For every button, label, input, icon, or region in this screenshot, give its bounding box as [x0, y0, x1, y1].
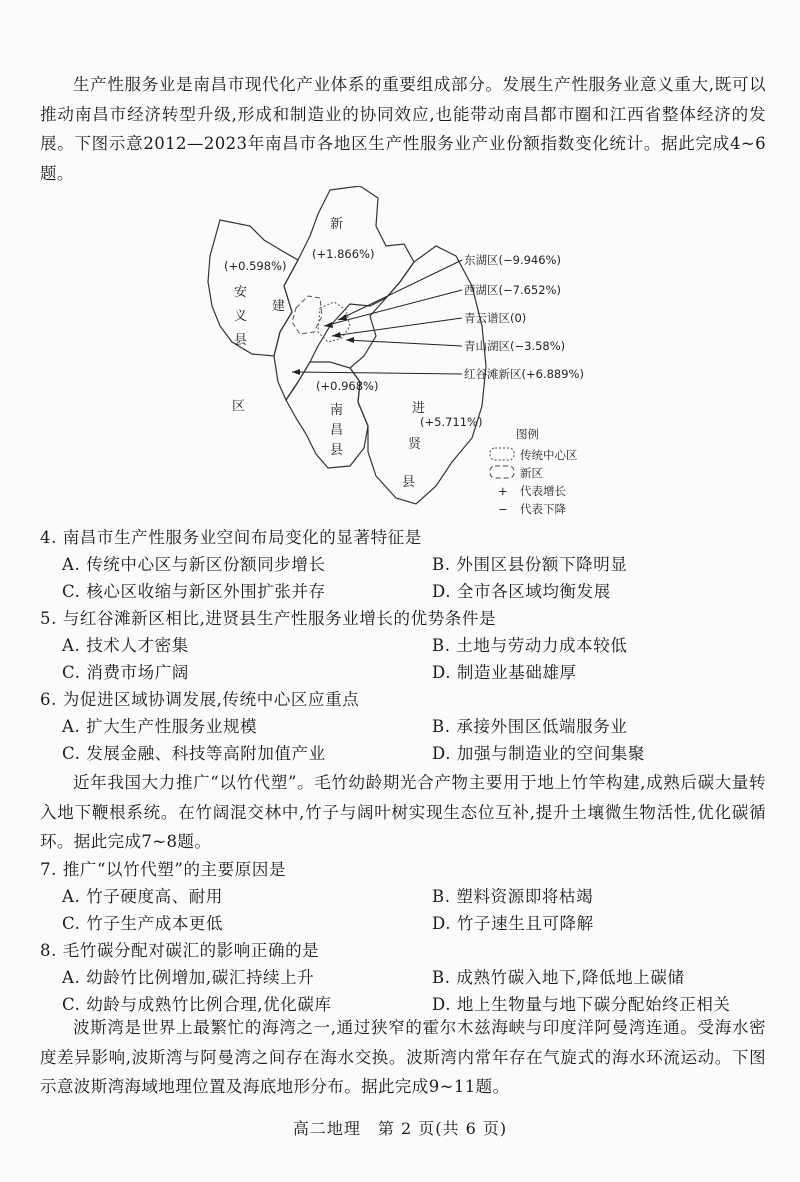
- legend-title: 图例: [516, 427, 539, 441]
- callout-honggutan: 红谷滩新区(+6.889%): [464, 367, 584, 381]
- q8-option-c: C. 幼龄与成熟竹比例合理,优化碳库: [62, 995, 332, 1014]
- q8-option-d: D. 地上生物量与地下碳分配始终正相关: [432, 995, 731, 1014]
- map-new-district: [292, 296, 322, 334]
- map-legend: [490, 427, 578, 516]
- legend-swatch-center: [490, 448, 514, 460]
- map-region-anyi: [208, 220, 298, 356]
- q5-option-c: C. 消费市场广阔: [62, 663, 189, 682]
- map-region-nanchang: [286, 362, 368, 468]
- question-6: 6. 为促进区域协调发展,传统中心区应重点: [40, 690, 360, 709]
- page-footer: 高二地理 第 2 页(共 6 页): [292, 1119, 508, 1138]
- question-4: 4. 南昌市生产性服务业空间布局变化的显著特征是: [40, 528, 422, 547]
- q4-option-d: D. 全市各区域均衡发展: [432, 582, 611, 601]
- region-char: 南: [330, 403, 344, 418]
- legend-item-center: 传统中心区: [520, 448, 578, 462]
- region-char: 区: [232, 399, 246, 414]
- region-char: 进: [412, 401, 426, 416]
- q7-option-a: A. 竹子硬度高、耐用: [62, 887, 224, 906]
- region-char: 义: [234, 309, 248, 324]
- legend-symbol-minus: −: [498, 502, 508, 516]
- intro-paragraph-7-8: 近年我国大力推广“以竹代塑”。毛竹幼龄期光合产物主要用于地上竹竿构建,成熟后碳大量转入地下鞭根系统。在竹阔混交林中,竹子与阔叶树实现生态位互补,提升土壤微生物活性,优化碳循环。据此完成7~8题。: [40, 773, 766, 851]
- legend-swatch-new: [490, 466, 514, 478]
- q5-option-a: A. 技术人才密集: [62, 636, 189, 655]
- q8-option-b: B. 成熟竹碳入地下,降低地上碳储: [432, 968, 685, 987]
- region-value-nanchang: (+0.968%): [316, 379, 379, 393]
- region-char: 贤: [408, 437, 422, 452]
- callout-donghu: 东湖区(−9.946%): [464, 253, 561, 267]
- q7-option-c: C. 竹子生产成本更低: [62, 914, 224, 933]
- question-5: 5. 与红谷滩新区相比,进贤县生产性服务业增长的优势条件是: [40, 609, 497, 628]
- q6-option-c: C. 发展金融、科技等高附加值产业: [62, 744, 326, 763]
- region-char: 建: [272, 299, 286, 314]
- q4-option-a: A. 传统中心区与新区份额同步增长: [62, 555, 326, 574]
- nanchang-map: [200, 186, 620, 520]
- region-value-jinxian: (+5.711%): [420, 415, 483, 429]
- legend-item-increase: 代表增长: [520, 484, 566, 498]
- q4-option-b: B. 外围区县份额下降明显: [432, 555, 628, 574]
- q7-option-b: B. 塑料资源即将枯竭: [432, 887, 594, 906]
- q5-option-b: B. 土地与劳动力成本较低: [432, 636, 628, 655]
- region-char: 县: [234, 333, 248, 348]
- region-char: 昌: [330, 423, 344, 438]
- region-char: 新: [330, 217, 344, 232]
- region-char: 县: [330, 443, 344, 458]
- question-8: 8. 毛竹碳分配对碳汇的影响正确的是: [40, 941, 320, 960]
- callout-qingyunpu: 青云谱区(0): [464, 311, 527, 325]
- region-value-anyi: (+0.598%): [224, 259, 287, 273]
- q6-option-a: A. 扩大生产性服务业规模: [62, 717, 258, 736]
- legend-item-decrease: 代表下降: [520, 502, 566, 516]
- legend-symbol-plus: +: [498, 484, 508, 498]
- region-char: 县: [402, 475, 416, 490]
- q7-option-d: D. 竹子速生且可降解: [432, 914, 594, 933]
- q4-option-c: C. 核心区收缩与新区外围扩张并存: [62, 582, 326, 601]
- q8-option-a: A. 幼龄竹比例增加,碳汇持续上升: [62, 968, 315, 987]
- intro-paragraph-4-6: 生产性服务业是南昌市现代化产业体系的重要组成部分。发展生产性服务业意义重大,既可以推动南昌市经济转型升级,形成和制造业的协同效应,也能带动南昌都市圈和江西省整体经济的发展。下图示意2012—2023年南昌市各地区生产性服务业产业份额指数变化统计。据此完成4~6题。: [40, 75, 766, 183]
- region-value-xinjian: (+1.866%): [312, 247, 375, 261]
- legend-item-new: 新区: [520, 466, 543, 480]
- intro-paragraph-9-11: 波斯湾是世界上最繁忙的海湾之一,通过狭窄的霍尔木兹海峡与印度洋阿曼湾连通。受海水密度差异影响,波斯湾与阿曼湾之间存在海水交换。波斯湾内常年存在气旋式的海水环流运动。下图示意波斯湾海域地理位置及海底地形分布。据此完成9~11题。: [40, 1018, 766, 1096]
- callout-xihu: 西湖区(−7.652%): [464, 283, 561, 297]
- question-7: 7. 推广“以竹代塑”的主要原因是: [40, 860, 287, 879]
- callout-qingshanhu: 青山湖区(−3.58%): [464, 339, 566, 353]
- q5-option-d: D. 制造业基础雄厚: [432, 663, 577, 682]
- region-char: 安: [234, 285, 248, 300]
- q6-option-d: D. 加强与制造业的空间集聚: [432, 744, 646, 763]
- q6-option-b: B. 承接外围区低端服务业: [432, 717, 628, 736]
